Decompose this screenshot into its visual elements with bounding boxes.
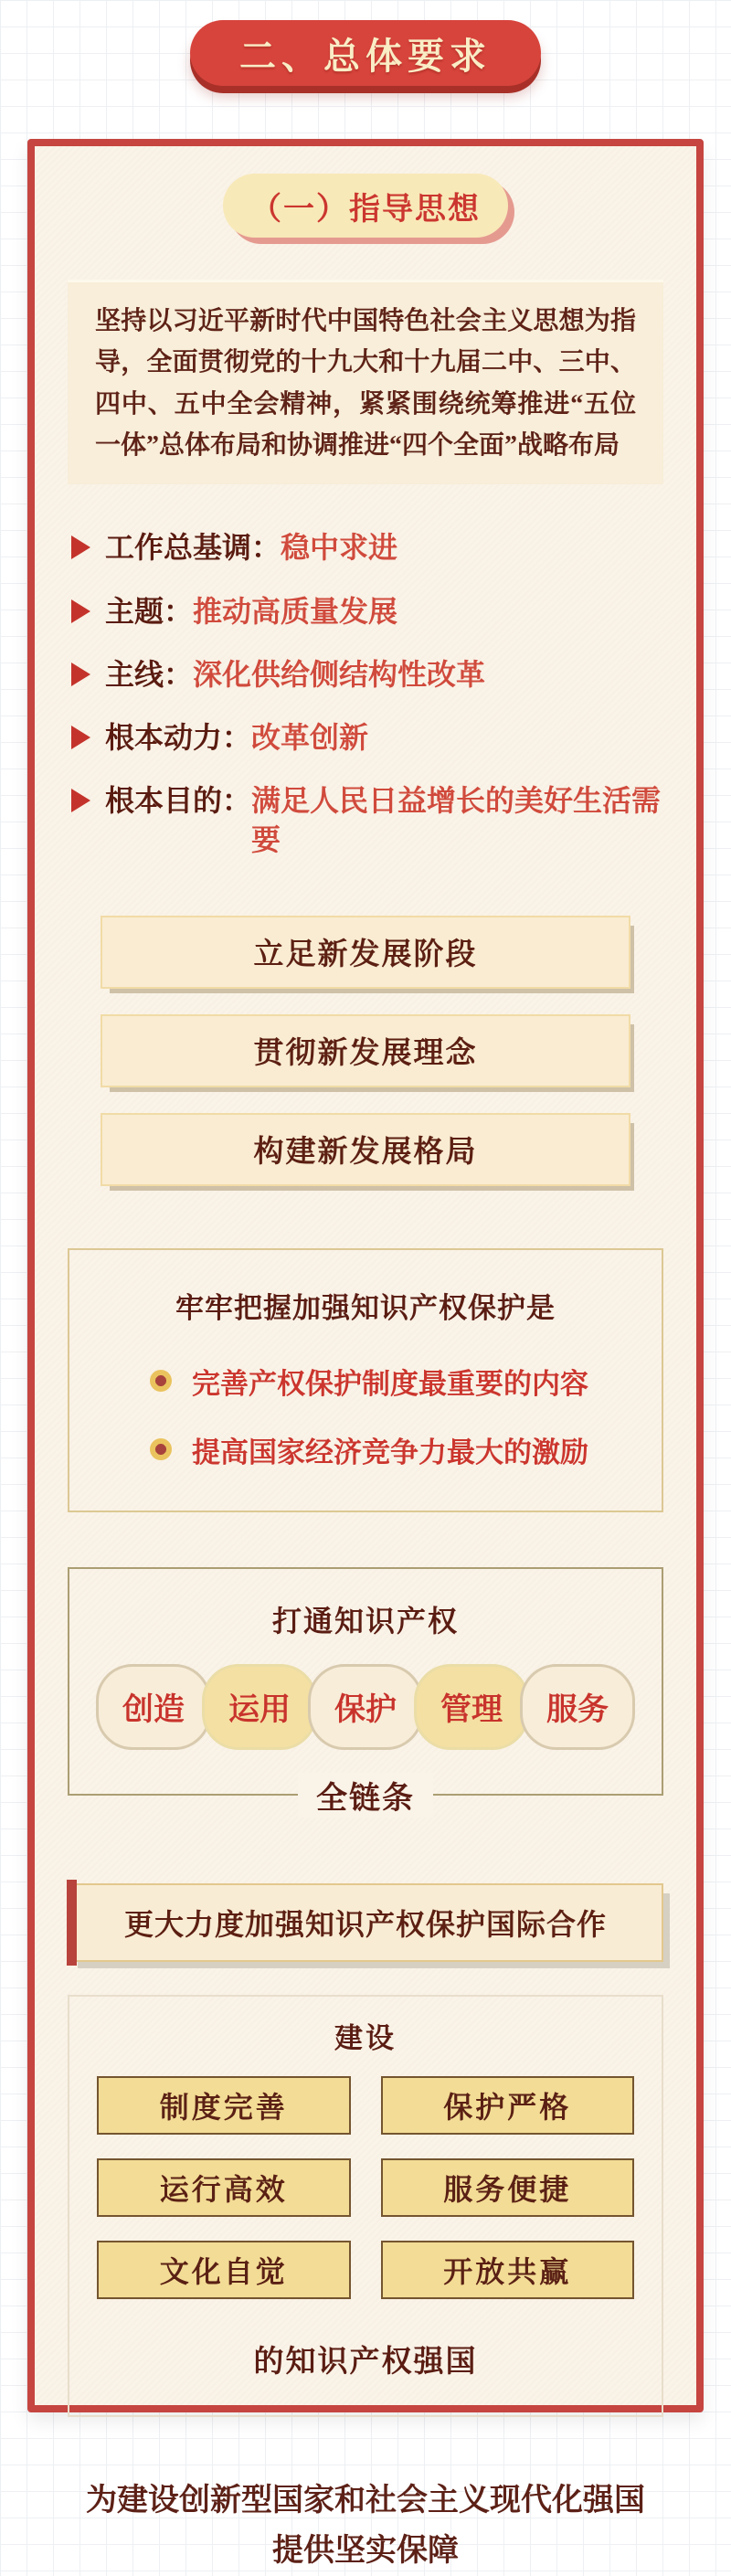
content-card — [27, 139, 704, 2568]
ip-protection-grasp-box — [68, 1248, 663, 1512]
chain-box-title: 打通知识产权 — [271, 1604, 459, 1638]
key-point-item — [71, 718, 663, 757]
key-point-label: 工作总基调： — [105, 531, 281, 565]
key-point-item — [71, 528, 663, 567]
international-cooperation-banner — [68, 1883, 663, 1962]
build-goal-label: 运行高效 — [159, 2172, 288, 2206]
development-bar — [101, 916, 630, 989]
circle-bullet-icon — [150, 1438, 172, 1460]
development-bar — [101, 1113, 630, 1186]
build-box-footer: 的知识产权强国 — [253, 2343, 478, 2378]
guiding-ideology-text: 坚持以习近平新时代中国特色社会主义思想为指导，全面贯彻党的十九大和十九届二中、三中、四中、五中全会精神，紧紧围绕统筹推进“五位一体”总体布局和协调推进“四个全面”战略布局 — [95, 307, 636, 461]
subsection-header-label: （一）指导思想 — [250, 191, 481, 227]
key-point-item — [71, 592, 663, 631]
build-goal-label: 服务便捷 — [443, 2172, 572, 2206]
grasp-item — [150, 1361, 634, 1402]
development-bar-label: 立足新发展阶段 — [253, 937, 478, 971]
closing-statement — [68, 2475, 663, 2576]
left-accent-bar — [67, 1880, 77, 1966]
chain-link-chip — [520, 1664, 635, 1750]
chain-link-chip — [414, 1664, 529, 1750]
key-point-label: 主线： — [105, 657, 194, 691]
development-bar-label: 构建新发展格局 — [253, 1134, 478, 1169]
key-point-item — [71, 655, 663, 694]
chain-link-chip — [308, 1664, 423, 1750]
grasp-item-text: 提高国家经济竞争力最大的激励 — [192, 1436, 588, 1468]
build-goal-card — [381, 2076, 635, 2135]
chain-link-chip — [96, 1664, 211, 1750]
triangle-bullet-icon — [71, 599, 90, 623]
chain-link-label: 保护 — [334, 1692, 397, 1728]
guiding-ideology-paragraph — [68, 280, 663, 484]
ip-full-chain-box — [68, 1567, 663, 1816]
chain-link-label: 创造 — [122, 1692, 185, 1728]
build-goal-card — [381, 2158, 635, 2217]
chain-link-label: 服务 — [546, 1692, 609, 1728]
subsection-header-pill — [223, 174, 508, 238]
build-goal-card — [97, 2158, 351, 2217]
build-goal-label: 制度完善 — [159, 2090, 288, 2124]
build-goals-grid — [97, 2076, 634, 2299]
development-bar-label: 贯彻新发展理念 — [253, 1035, 478, 1070]
chain-link-chip — [202, 1664, 317, 1750]
build-goal-label: 文化自觉 — [159, 2254, 288, 2288]
closing-line-1: 为建设创新型国家和社会主义现代化强国 — [86, 2483, 645, 2518]
grasp-items-list — [150, 1361, 634, 1470]
build-goal-card — [381, 2241, 635, 2299]
key-point-item — [71, 781, 663, 858]
chain-link-label: 运用 — [228, 1692, 291, 1728]
build-goal-card — [97, 2241, 351, 2299]
triangle-bullet-icon — [71, 789, 90, 812]
triangle-bullet-icon — [71, 726, 90, 749]
build-goal-label: 开放共赢 — [443, 2254, 572, 2288]
build-box-title: 建设 — [334, 2021, 397, 2054]
key-point-label: 主题： — [105, 594, 194, 628]
key-point-label: 根本动力： — [105, 721, 252, 755]
circle-bullet-icon — [150, 1370, 172, 1392]
key-points-list — [71, 528, 663, 858]
development-stage-bars — [68, 916, 663, 1186]
closing-line-2: 提供坚实保障 — [272, 2533, 459, 2568]
key-point-value: 满足人民日益增长的美好生活需要 — [251, 784, 662, 856]
development-bar — [101, 1014, 630, 1087]
chain-link-label: 管理 — [440, 1692, 503, 1728]
section-banner — [190, 20, 541, 86]
chain-links-row — [69, 1664, 662, 1750]
build-goal-card — [97, 2076, 351, 2135]
triangle-bullet-icon — [71, 535, 90, 559]
international-banner-text: 更大力度加强知识产权保护国际合作 — [123, 1907, 607, 1941]
key-point-label: 根本目的： — [105, 784, 252, 818]
build-goal-label: 保护严格 — [443, 2090, 572, 2124]
key-point-value: 改革创新 — [251, 721, 369, 755]
chain-box-footer: 全链条 — [298, 1773, 433, 1818]
section-banner-title: 二、总体要求 — [239, 36, 492, 77]
key-point-value: 深化供给侧结构性改革 — [193, 657, 486, 691]
key-point-value: 稳中求进 — [281, 531, 398, 565]
grasp-item-text: 完善产权保护制度最重要的内容 — [192, 1367, 588, 1400]
key-point-value: 推动高质量发展 — [193, 594, 398, 628]
grasp-box-title: 牢牢把握加强知识产权保护是 — [175, 1291, 556, 1324]
triangle-bullet-icon — [71, 663, 90, 686]
ip-power-nation-box — [68, 1995, 663, 2417]
grasp-item — [150, 1429, 634, 1470]
